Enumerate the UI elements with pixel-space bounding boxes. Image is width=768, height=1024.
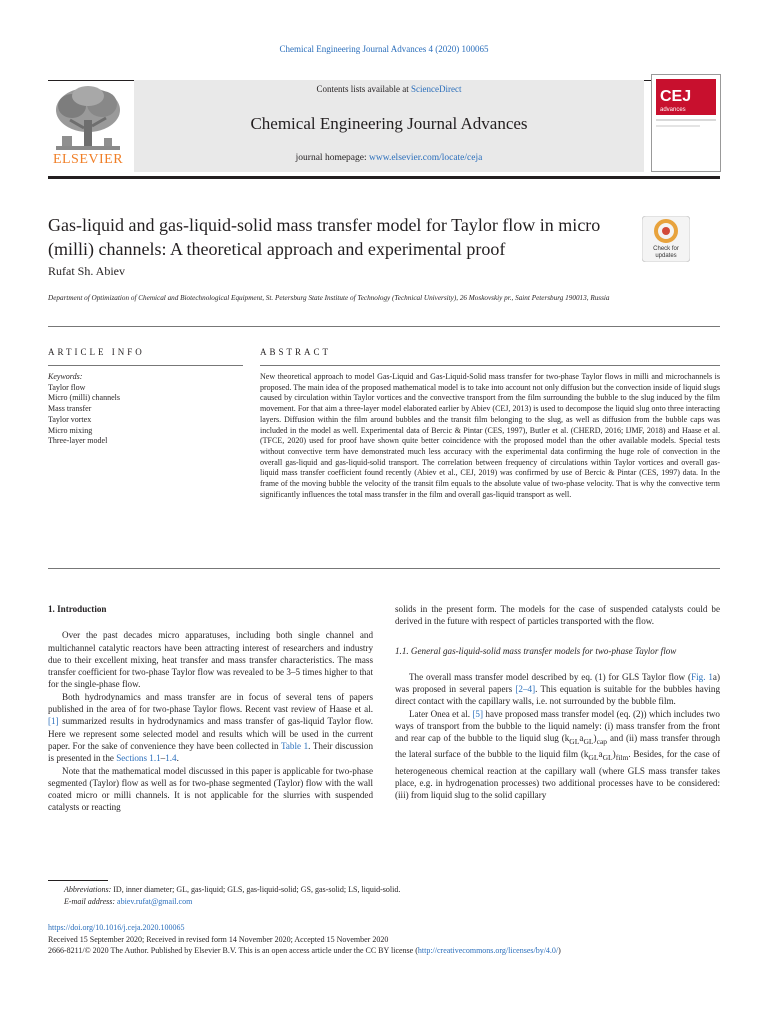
body-paragraph: Note that the mathematical model discussed in this paper is applicable for two-phase segmented (Taylor) flow as well as for two-phase segmented (Taylor) flow with the wall coated micro or milli channels. It is not applicable for the slurries with suspended catalysts or reacting (48, 765, 373, 813)
check-updates-line1: Check for (653, 246, 679, 252)
body-left-column (48, 603, 373, 814)
journal-cover-thumbnail[interactable] (651, 74, 721, 172)
section-heading-introduction: 1. Introduction (48, 604, 107, 614)
doi-link[interactable]: https://doi.org/10.1016/j.ceja.2020.100065 (48, 923, 185, 932)
keyword: Three-layer model (48, 436, 108, 446)
footnotes (64, 884, 704, 907)
section-link[interactable]: 1.4 (165, 753, 177, 764)
keyword: Micro (milli) channels (48, 393, 120, 403)
sciencedirect-link[interactable]: ScienceDirect (411, 84, 462, 94)
citation-link[interactable]: [1] (48, 716, 59, 727)
body-paragraph: The overall mass transfer model described by eq. (1) for GLS Taylor flow (Fig. 1a) was proposed in several papers [2–4]. This equation is suitable for the bubbles having direct contact with the capillary walls, i.e. not surrounded by the bubble film. (395, 671, 720, 707)
citation-link[interactable]: [5] (472, 708, 484, 719)
abstract-text: New theoretical approach to model Gas-Liquid and Gas-Liquid-Solid mass transfer for two-phase Taylor flows in milli and microchannels is proposed. The main idea of the proposed mathematical model is to take into account not only diffusion but the convection inside of liquid slugs caused by circulation within Taylor vortices and the convective transport from the film surrounding the bubble to the slug induced by the film movement. For that aim a three-layer model elaborated earlier by Abiev (CEJ, 2013) is used to decompose the liquid slug onto three interacting layers. Diffusion within the film around bubbles and the transit film belonging to the slug, as well as diffusion from the bubble caps was included in the model as well. Experimental data of Bercic & Pintar (CES, 1997), Butler et al. (CHERD, 2016; IJMF, 2018) and Haase et al. (TFCE, 2020) used for proof have shown quite better coincidence with the proposed model than the other available models. Special tests without convective term have demonstrated much less accuracy with the experimental data confirming the huge role of convection in the overall gas-liquid and gas-liquid-solid transport. The correlation between frequency of circulations within Taylor vortices and overall gas-liquid mass transfer coefficient found recently (Abiev et al., CEJ, 2019) was confirmed by use of Bercic & Pintar (CES, 1997) data. In the frame of the moving bubble the velocity of the transit film equals to the absolute value of two-phase velocity. That is why the convective term significantly influences the total mass transfer in the film and overall gas-liquid transport as well. (260, 372, 720, 499)
article-info-rule (48, 365, 243, 366)
cover-subtitle: advances (660, 107, 686, 113)
keywords-list (48, 372, 243, 447)
figure-link[interactable]: Fig. 1 (691, 671, 713, 682)
author-email-link[interactable]: abiev.rufat@gmail.com (115, 896, 193, 906)
email-footnote: E-mail address: abiev.rufat@gmail.com (64, 896, 193, 906)
elsevier-wordmark: ELSEVIER (52, 152, 124, 167)
section-link[interactable]: Sections 1.1 (116, 753, 161, 764)
body-paragraph: solids in the present form. The models for the case of suspended catalysts could be derived in the future with respect of particles transported with the flow. (395, 604, 720, 627)
footnote-rule (48, 880, 108, 881)
keyword: Taylor flow (48, 382, 86, 392)
keywords-label: Keywords: (48, 372, 83, 381)
cover-title: CEJ (660, 88, 692, 105)
keyword: Micro mixing (48, 425, 93, 435)
journal-title: Chemical Engineering Journal Advances (250, 114, 528, 133)
author-affiliation: Department of Optimization of Chemical and Biotechnological Equipment, St. Petersburg State Institute of Technology (Technical University), 26 Moskovskiy pr., Saint Petersburg 190013, Russia (48, 294, 610, 302)
affiliation-rule (48, 326, 720, 327)
keyword: Taylor vortex (48, 414, 92, 424)
body-paragraph: Both hydrodynamics and mass transfer are in focus of several tens of papers published in the area of for two-phase Taylor flows. Recent vast review of Haase et al. [1] summarized results in hydrodynamics and mass transfer of gas-liquid Taylor flow. Here we represent some selected model and results which will be used in the current paper. For the sake of convenience they have been collected in Table 1. Their discussion is presented in the Sections 1.1–1.4. (48, 691, 374, 764)
abstract-heading: ABSTRACT (260, 347, 332, 357)
contents-available-line: Contents lists available at ScienceDirect (316, 84, 462, 94)
check-updates-line2: updates (655, 253, 677, 259)
citation-link[interactable]: [2–4] (515, 684, 536, 695)
license-link[interactable]: http://creativecommons.org/licenses/by/4.0/ (417, 946, 559, 955)
body-right-column (395, 603, 720, 801)
journal-reference[interactable]: Chemical Engineering Journal Advances 4 (2020) 100065 (279, 44, 489, 54)
doi-block (48, 922, 728, 957)
subsection-heading: 1.1. General gas-liquid-solid mass transfer models for two-phase Taylor flow (395, 645, 677, 656)
license-line: 2666-8211/© 2020 The Author. Published by Elsevier B.V. This is an open access article under the CC BY license (http://creativecommons.org/licenses/by/4.0/) (48, 946, 561, 955)
abbreviations-footnote: Abbreviations: ID, inner diameter; GL, gas-liquid; GLS, gas-liquid-solid; GS, gas-solid; LS, liquid-solid. (64, 885, 401, 894)
abstract-rule (260, 365, 720, 366)
header-bottom-rule (48, 176, 720, 179)
paper-title: Gas-liquid and gas-liquid-solid mass transfer model for Taylor flow in micro (milli) channels: A theoretical approach and experimental proof (48, 215, 601, 259)
check-for-updates-icon[interactable] (642, 216, 690, 262)
received-dates: Received 15 September 2020; Received in revised form 14 November 2020; Accepted 15 November 2020 (48, 934, 389, 944)
journal-homepage-line: journal homepage: www.elsevier.com/locate/ceja (295, 153, 483, 163)
journal-homepage-link[interactable]: www.elsevier.com/locate/ceja (369, 153, 483, 163)
abstract-bottom-rule (48, 568, 720, 569)
keyword: Mass transfer (48, 404, 92, 414)
body-paragraph: Over the past decades micro apparatuses, including both single channel and multichannel catalytic reactors have been attracting interest of researchers and industry due to their excellent mixing, heat transfer and mass transfer characteristics. The mass transfer coefficient for two-phase Taylor flow was revealed to be 3–5 times higher to that for the single-phase flow. (48, 630, 373, 690)
table-link[interactable]: Table 1 (280, 740, 309, 751)
article-info-heading: ARTICLE INFO (48, 347, 145, 357)
author-name: Rufat Sh. Abiev (48, 264, 125, 278)
body-paragraph: Later Onea et al. [5] have proposed mass transfer model (eq. (2)) which includes two ways of transport from the bubble to the liquid namely: (i) mass transfer from the front and rear cap of the bubble to the liquid slug $(k_{GL}a_{GL})_{cap}$ and (ii) mass transfer through the lateral surface of the bubble to the liquid film $(k_{GL}a_{GL})_{film}$. Besides, for the case of heterogeneous chemical reaction at the capillary wall (where GLS mass transfer takes place, e.g. in hydrogenation processes) two additional processes have to be considered: (iii) from liquid slug to the solid capillary (395, 708, 721, 801)
